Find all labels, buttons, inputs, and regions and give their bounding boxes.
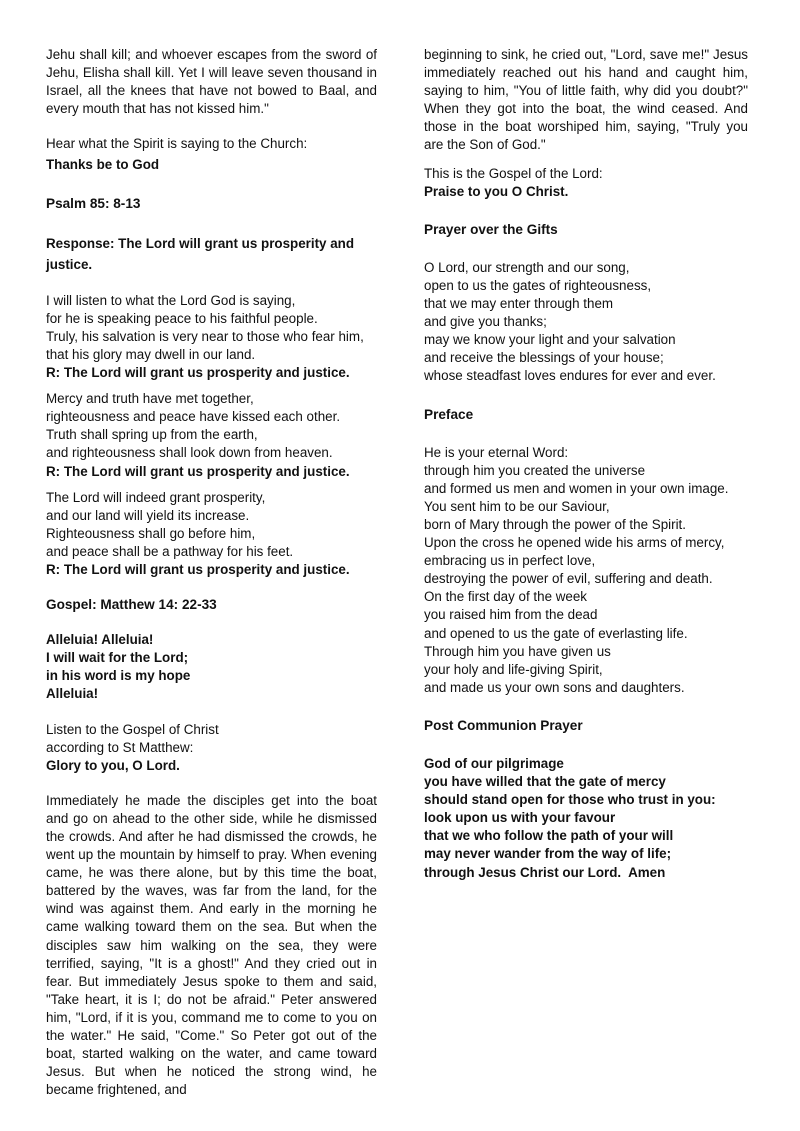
psalm-refrain: R: The Lord will grant us prosperity and justice. [46, 463, 350, 479]
prayer-line: that we may enter through them [424, 296, 614, 312]
psalm-line: for he is speaking peace to his faithful people. [46, 310, 318, 326]
psalm-line: I will listen to what the Lord God is saying, [46, 292, 296, 308]
psalm-refrain: R: The Lord will grant us prosperity and justice. [46, 561, 350, 577]
psalm-line: and peace shall be a pathway for his feet. [46, 543, 294, 559]
psalm-line: The Lord will indeed grant prosperity, [46, 489, 266, 505]
psalm-line: Righteousness shall go before him, [46, 525, 256, 541]
preface-line: Through him you have given us [424, 643, 611, 659]
post-communion-line: you have willed that the gate of mercy [424, 774, 666, 790]
prayer-line: and give you thanks; [424, 314, 547, 330]
prayer-line: and receive the blessings of your house; [424, 350, 664, 366]
preface-line: He is your eternal Word: [424, 444, 569, 460]
psalm-line: Truth shall spring up from the earth, [46, 427, 258, 443]
preface-line: destroying the power of evil, suffering and death. [424, 571, 713, 587]
right-column [424, 46, 748, 882]
psalm-line: Truly, his salvation is very near to those who fear him, [46, 328, 364, 344]
preface-text [424, 444, 748, 697]
preface-line: On the first day of the week [424, 589, 588, 605]
prayer-over-gifts-heading: Prayer over the Gifts [424, 221, 558, 237]
preface-line: you raised him from the dead [424, 607, 598, 623]
gospel-acclamation-end [424, 165, 748, 201]
alleluia-line: Alleluia! Alleluia! [46, 632, 154, 648]
preface-line: and opened to us the gate of everlasting life. [424, 625, 688, 641]
psalm-response [46, 233, 377, 275]
gospel-text: Immediately he made the disciples get into the boat and go on ahead to the other side, while he dismissed the crowds. And after he had dismissed the crowds, he went up the mountain by himself to pray. When evening came, he was there alone, but by this time the boat, battered by the waves, was far from the land, for the wind was against them. And early in the morning he came walking toward them on the sea. But when the disciples saw him walking on the sea, they were terrified, saying, "It is a ghost!" And they cried out in fear. But immediately Jesus spoke to them and said, "Take heart, it is I; do not be afraid." Peter answered him, "Lord, if it is you, command me to come to you on the water." He said, "Come." So Peter got out of the boat, started walking on the water, and came toward Jesus. But when he noticed the strong wind, he became frightened, and [46, 792, 377, 1098]
gospel-heading: Gospel: Matthew 14: 22-33 [46, 597, 217, 613]
alleluia-line: in his word is my hope [46, 668, 191, 684]
prayer-line: may we know your light and your salvation [424, 332, 676, 348]
prayer-line: O Lord, our strength and our song, [424, 259, 630, 275]
post-communion-line: that we who follow the path of your will [424, 828, 674, 844]
psalm-heading: Psalm 85: 8-13 [46, 195, 141, 211]
post-communion-line: should stand open for those who trust in you: [424, 792, 716, 808]
psalm-line: Mercy and truth have met together, [46, 391, 254, 407]
post-communion-line: look upon us with your favour [424, 810, 616, 826]
gospel-text-continued: beginning to sink, he cried out, "Lord, save me!" Jesus immediately reached out his hand and caught him, saying to him, "You of little faith, why did you doubt?" When they got into the boat, the wind ceased. And those in the boat worshiped him, saying, "Truly you are the Son of God." [424, 47, 748, 153]
preface-line: Upon the cross he opened wide his arms of mercy, [424, 535, 725, 551]
preface-line: and formed us men and women in your own image. [424, 480, 729, 496]
first-reading-ending: Jehu shall kill; and whoever escapes from the sword of Jehu, Elisha shall kill. Yet I will leave seven thousand in Israel, all the knees that have not bowed to Baal, and every mouth that has not kissed him." [46, 47, 377, 117]
gospel-acclamation [46, 631, 377, 703]
psalm-stanza-3 [46, 489, 377, 579]
gospel-ack-response: Praise to you O Christ. [424, 183, 569, 199]
preface-line: and made us your own sons and daughters. [424, 679, 685, 695]
gospel-intro-line: according to St Matthew: [46, 739, 194, 755]
post-communion-line: through Jesus Christ our Lord. Amen [424, 864, 666, 880]
gospel-intro-line: Listen to the Gospel of Christ [46, 721, 219, 737]
psalm-line: that his glory may dwell in our land. [46, 346, 256, 362]
psalm-line: righteousness and peace have kissed each other. [46, 409, 341, 425]
post-communion-line: may never wander from the way of life; [424, 846, 672, 862]
psalm-line: and righteousness shall look down from heaven. [46, 445, 333, 461]
psalm-refrain: R: The Lord will grant us prosperity and justice. [46, 365, 350, 381]
reading-acclamation: Hear what the Spirit is saying to the Church: [46, 136, 308, 152]
prayer-line: open to us the gates of righteousness, [424, 277, 652, 293]
preface-line: embracing us in perfect love, [424, 553, 596, 569]
preface-line: born of Mary through the power of the Spirit. [424, 516, 687, 532]
gospel-ack-line: This is the Gospel of the Lord: [424, 165, 603, 181]
post-communion-heading: Post Communion Prayer [424, 717, 583, 733]
post-communion-text [424, 755, 748, 882]
preface-line: You sent him to be our Saviour, [424, 498, 610, 514]
post-communion-line: God of our pilgrimage [424, 756, 564, 771]
psalm-response-line: Response: The Lord will grant us prosperity and [46, 235, 355, 251]
preface-heading: Preface [424, 406, 474, 422]
psalm-stanza-2 [46, 390, 377, 480]
gospel-intro-response: Glory to you, O Lord. [46, 757, 180, 773]
psalm-line: and our land will yield its increase. [46, 507, 250, 523]
preface-line: your holy and life-giving Spirit, [424, 661, 603, 677]
psalm-response-line: justice. [46, 256, 93, 272]
gospel-introduction [46, 721, 377, 775]
prayer-over-gifts-text [424, 259, 748, 386]
preface-line: through him you created the universe [424, 462, 646, 478]
alleluia-line: I will wait for the Lord; [46, 650, 189, 666]
alleluia-line: Alleluia! [46, 686, 99, 702]
prayer-line: whose steadfast loves endures for ever and ever. [424, 368, 716, 384]
left-column [46, 46, 377, 1099]
psalm-stanza-1 [46, 292, 377, 382]
reading-response: Thanks be to God [46, 157, 160, 173]
